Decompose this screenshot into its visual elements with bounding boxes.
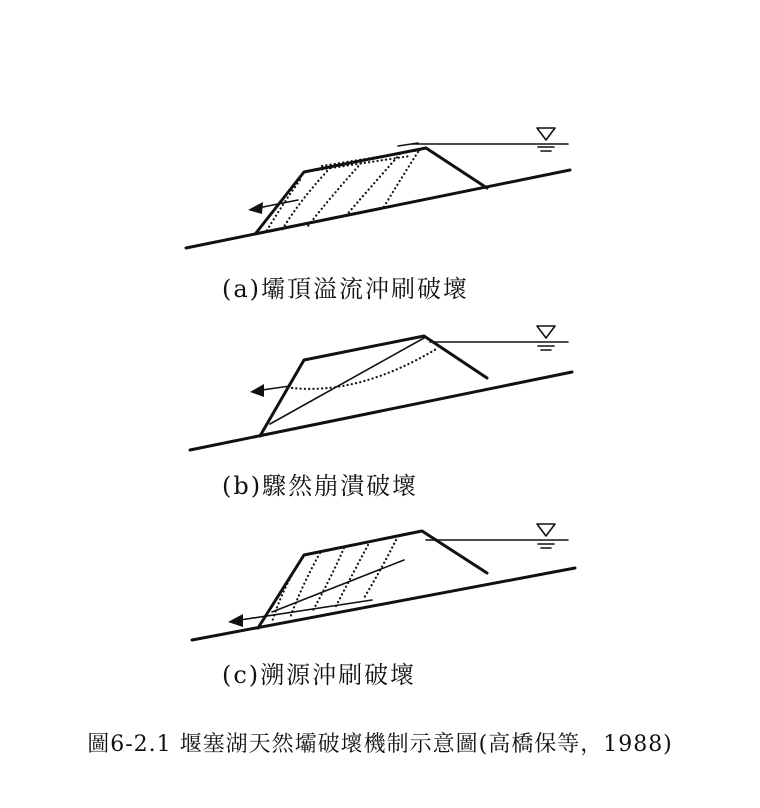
panel-b-drawing (190, 326, 572, 450)
slip-surface-dotted (292, 348, 438, 389)
panel-a-drawing (186, 128, 570, 248)
ground-line (186, 170, 570, 248)
flow-arrow-icon (228, 600, 372, 627)
dam-outline (256, 148, 487, 233)
panel-b-label: (b)驟然崩潰破壞 (222, 472, 419, 500)
figure-caption: 圖6-2.1 堰塞湖天然壩破壞機制示意圖(高橋保等，1988) (87, 732, 673, 757)
dam-outline (258, 531, 487, 628)
panel-a-label: (a)壩頂溢流沖刷破壞 (222, 275, 470, 303)
ground-line (190, 372, 572, 450)
ground-line (192, 568, 575, 640)
water-level-icon (537, 326, 555, 350)
panel-c-drawing (192, 524, 575, 640)
water-level-icon (537, 524, 555, 548)
erosion-dotted-lines (272, 540, 396, 622)
water-level-icon (537, 128, 555, 151)
dam-outline (260, 336, 487, 436)
panel-c-label: (c)溯源沖刷破壞 (222, 661, 417, 689)
